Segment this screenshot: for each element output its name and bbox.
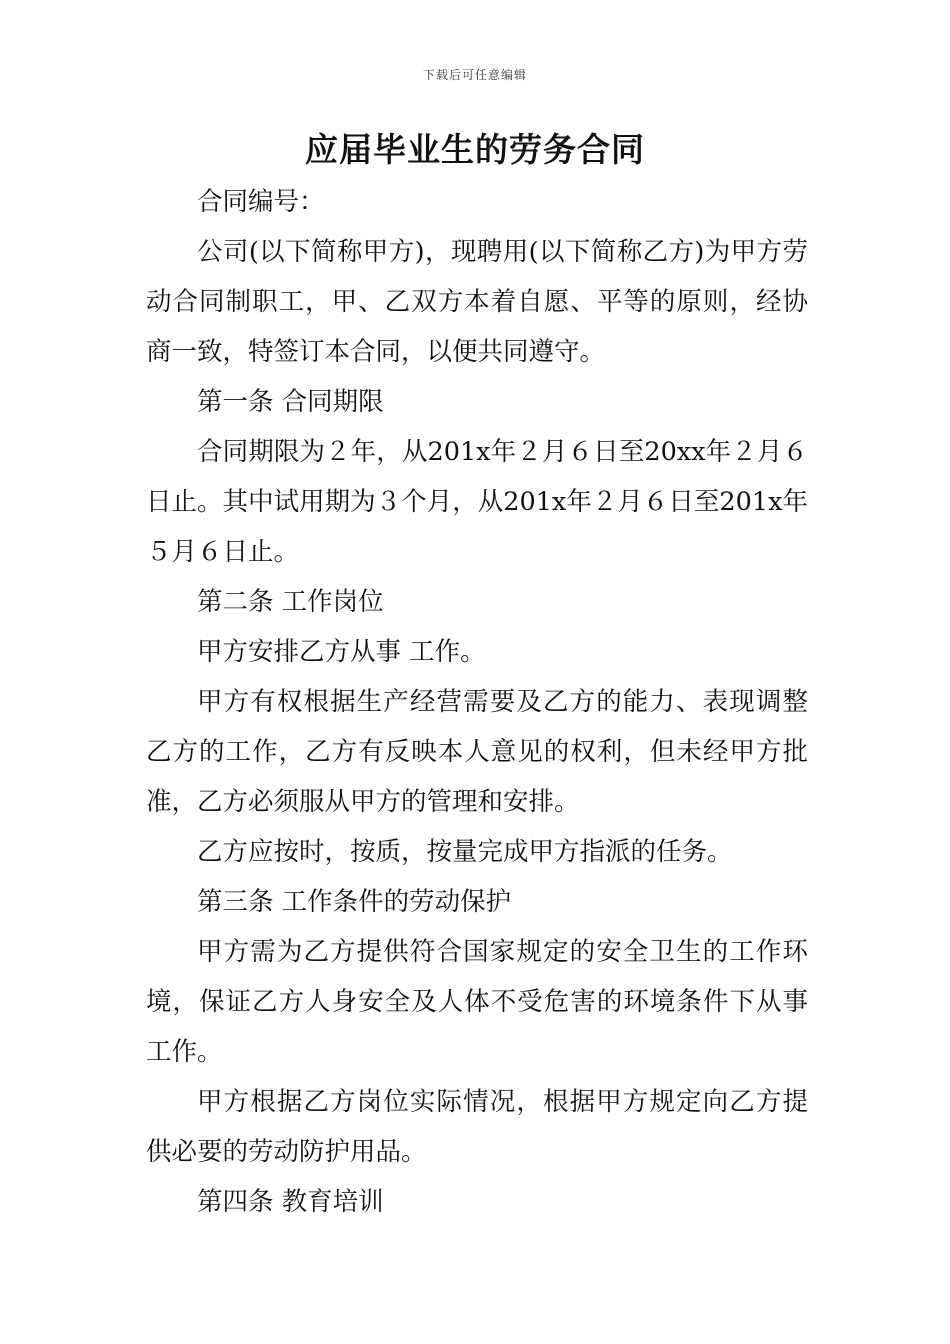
article-2-heading: 第二条 工作岗位 [197,587,384,617]
header-note: 下载后可任意编辑 [422,68,527,82]
article-3-heading: 第三条 工作条件的劳动保护 [197,887,512,917]
article-1-heading: 第一条 合同期限 [197,387,384,417]
article-2-paragraph-1: 甲方安排乙方从事 工作。 [197,637,486,667]
article-3-paragraph-1: 甲方需为乙方提供符合国家规定的安全卫生的工作环境，保证乙方人身安全及人体不受危害的环境条件下从事工作。 [146,937,808,1067]
article-2-paragraph-3: 乙方应按时，按质，按量完成甲方指派的任务。 [197,837,733,867]
article-2-paragraph-2: 甲方有权根据生产经营需要及乙方的能力、表现调整乙方的工作，乙方有反映本人意见的权利，但未经甲方批准，乙方必须服从甲方的管理和安排。 [146,687,808,817]
intro-paragraph: 公司(以下简称甲方)，现聘用(以下简称乙方)为甲方劳动合同制职工，甲、乙双方本着自愿、平等的原则，经协商一致，特签订本合同，以便共同遵守。 [146,237,808,367]
document-body [146,177,808,1227]
article-1-text: 合同期限为２年，从201x年２月６日至20xx年２月６日止。其中试用期为３个月，从201x年２月６日至201x年５月６日止。 [146,437,808,567]
contract-number-label: 合同编号： [197,187,325,217]
article-4-heading: 第四条 教育培训 [197,1187,384,1217]
document-title: 应届毕业生的劳务合同 [305,130,645,169]
article-3-paragraph-2: 甲方根据乙方岗位实际情况，根据甲方规定向乙方提供必要的劳动防护用品。 [146,1087,808,1167]
